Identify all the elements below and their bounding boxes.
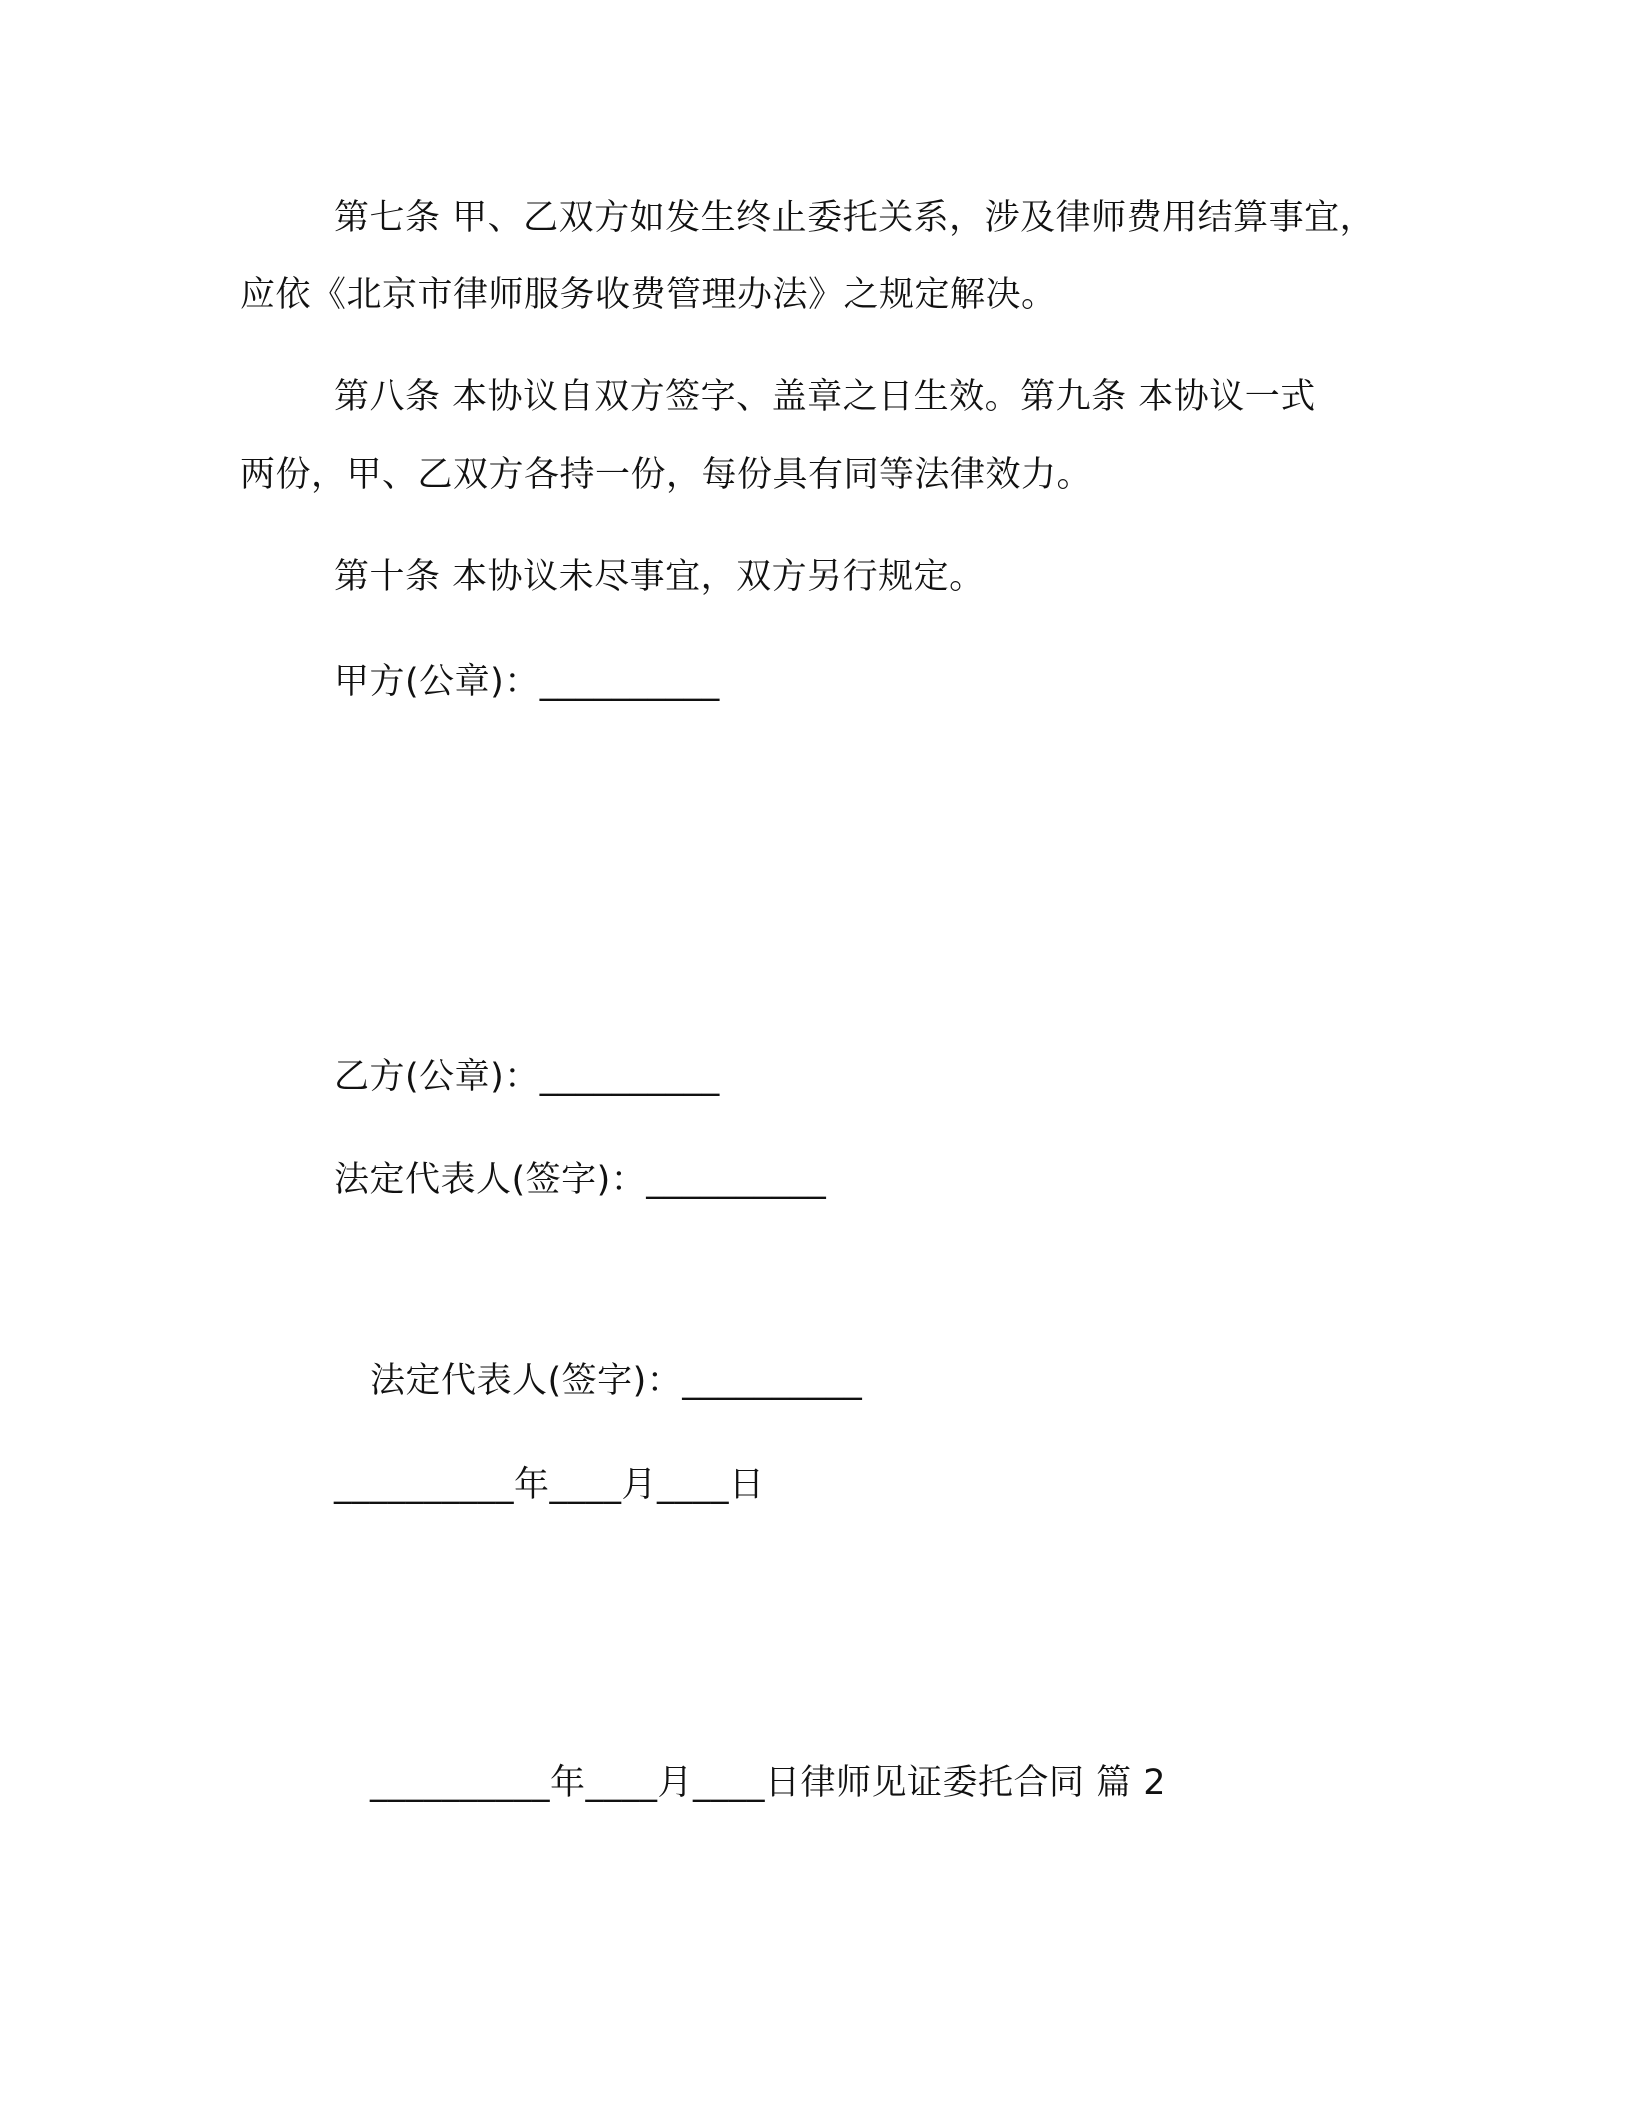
date-line: __________年____月____日	[334, 1465, 765, 1505]
article-8-line-1: 第八条 本协议自双方签字、盖章之日生效。第九条 本协议一式	[334, 377, 1316, 417]
article-8-line-2: 两份，甲、乙双方各持一份，每份具有同等法律效力。	[240, 455, 1093, 495]
article-7-line-1: 第七条 甲、乙双方如发生终止委托关系，涉及律师费用结算事宜，	[334, 198, 1376, 238]
party-b-seal-line: 乙方(公章)：__________	[334, 1057, 720, 1097]
legal-representative-signature-2: 法定代表人(签字)：__________	[370, 1361, 863, 1401]
legal-representative-signature-1: 法定代表人(签字)：__________	[334, 1160, 827, 1200]
article-10: 第十条 本协议未尽事宜，双方另行规定。	[334, 557, 985, 597]
party-a-seal-line: 甲方(公章)：__________	[334, 662, 720, 702]
next-section-heading: __________年____月____日律师见证委托合同 篇 2	[370, 1763, 1167, 1803]
article-7-line-2: 应依《北京市律师服务收费管理办法》之规定解决。	[240, 275, 1057, 315]
